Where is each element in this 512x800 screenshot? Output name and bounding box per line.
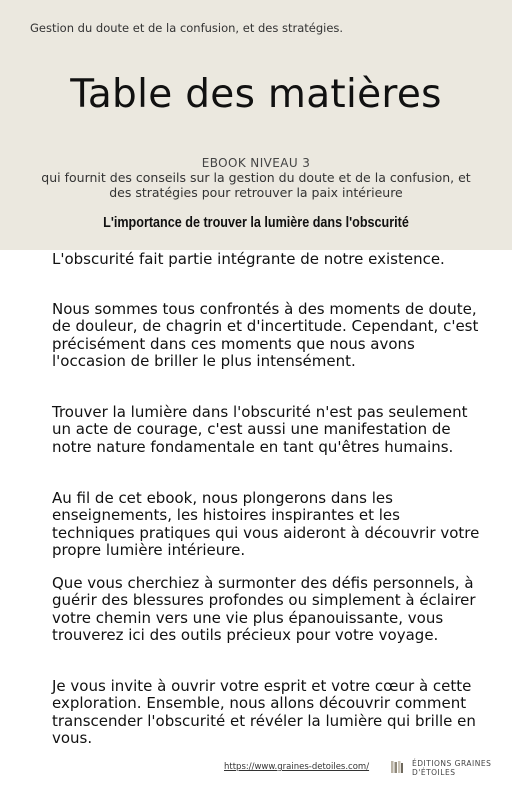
paragraph-4: Au fil de cet ebook, nous plongerons dans les enseignements, les histoires inspirantes et les techniques pratiques qui vous aideront à découvrir votre propre lumière intérieure. [52,489,480,560]
publisher-brand [412,760,491,777]
ebook-level: EBOOK NIVEAU 3 [201,156,311,170]
section-heading: L'importance de trouver la lumière dans l'obscurité [103,214,409,231]
publisher-brand-line1: ÉDITIONS GRAINES [412,759,492,768]
header-band [0,0,512,250]
paragraph-2: Nous sommes tous confrontés à des moments de doute, de douleur, de chagrin et d'incertitude. Cependant, c'est précisément dans ces moments que nous avons l'occasion de briller le plus intensément. [52,300,479,371]
paragraph-6: Je vous invite à ouvrir votre esprit et votre cœur à cette exploration. Ensemble, nous allons découvrir comment transcender l'obscurité et révéler la lumière qui brille en vous. [52,677,476,748]
paragraph-1: L'obscurité fait partie intégrante de notre existence. [52,250,445,268]
paragraph-3: Trouver la lumière dans l'obscurité n'est pas seulement un acte de courage, c'est aussi une manifestation de notre nature fondamentale en tant qu'êtres humains. [52,403,468,456]
series-subtitle: Gestion du doute et de la confusion, et des stratégies. [30,21,344,35]
page-title: Table des matières [70,72,442,117]
footer-link[interactable]: https://www.graines-detoiles.com/ [224,762,370,772]
paragraph-5: Que vous cherchiez à surmonter des défis personnels, à guérir des blessures profondes ou simplement à éclairer votre chemin vers une vie plus épanouissante, vous trouverez ici des outils précieux pour votre voyage. [52,574,476,645]
book-stack-icon [390,760,404,774]
publisher-brand-line2: D'ÉTOILES [412,767,456,777]
ebook-description: qui fournit des conseils sur la gestion du doute et de la confusion, et des stratégies pour retrouver la paix intérieure [41,170,471,200]
